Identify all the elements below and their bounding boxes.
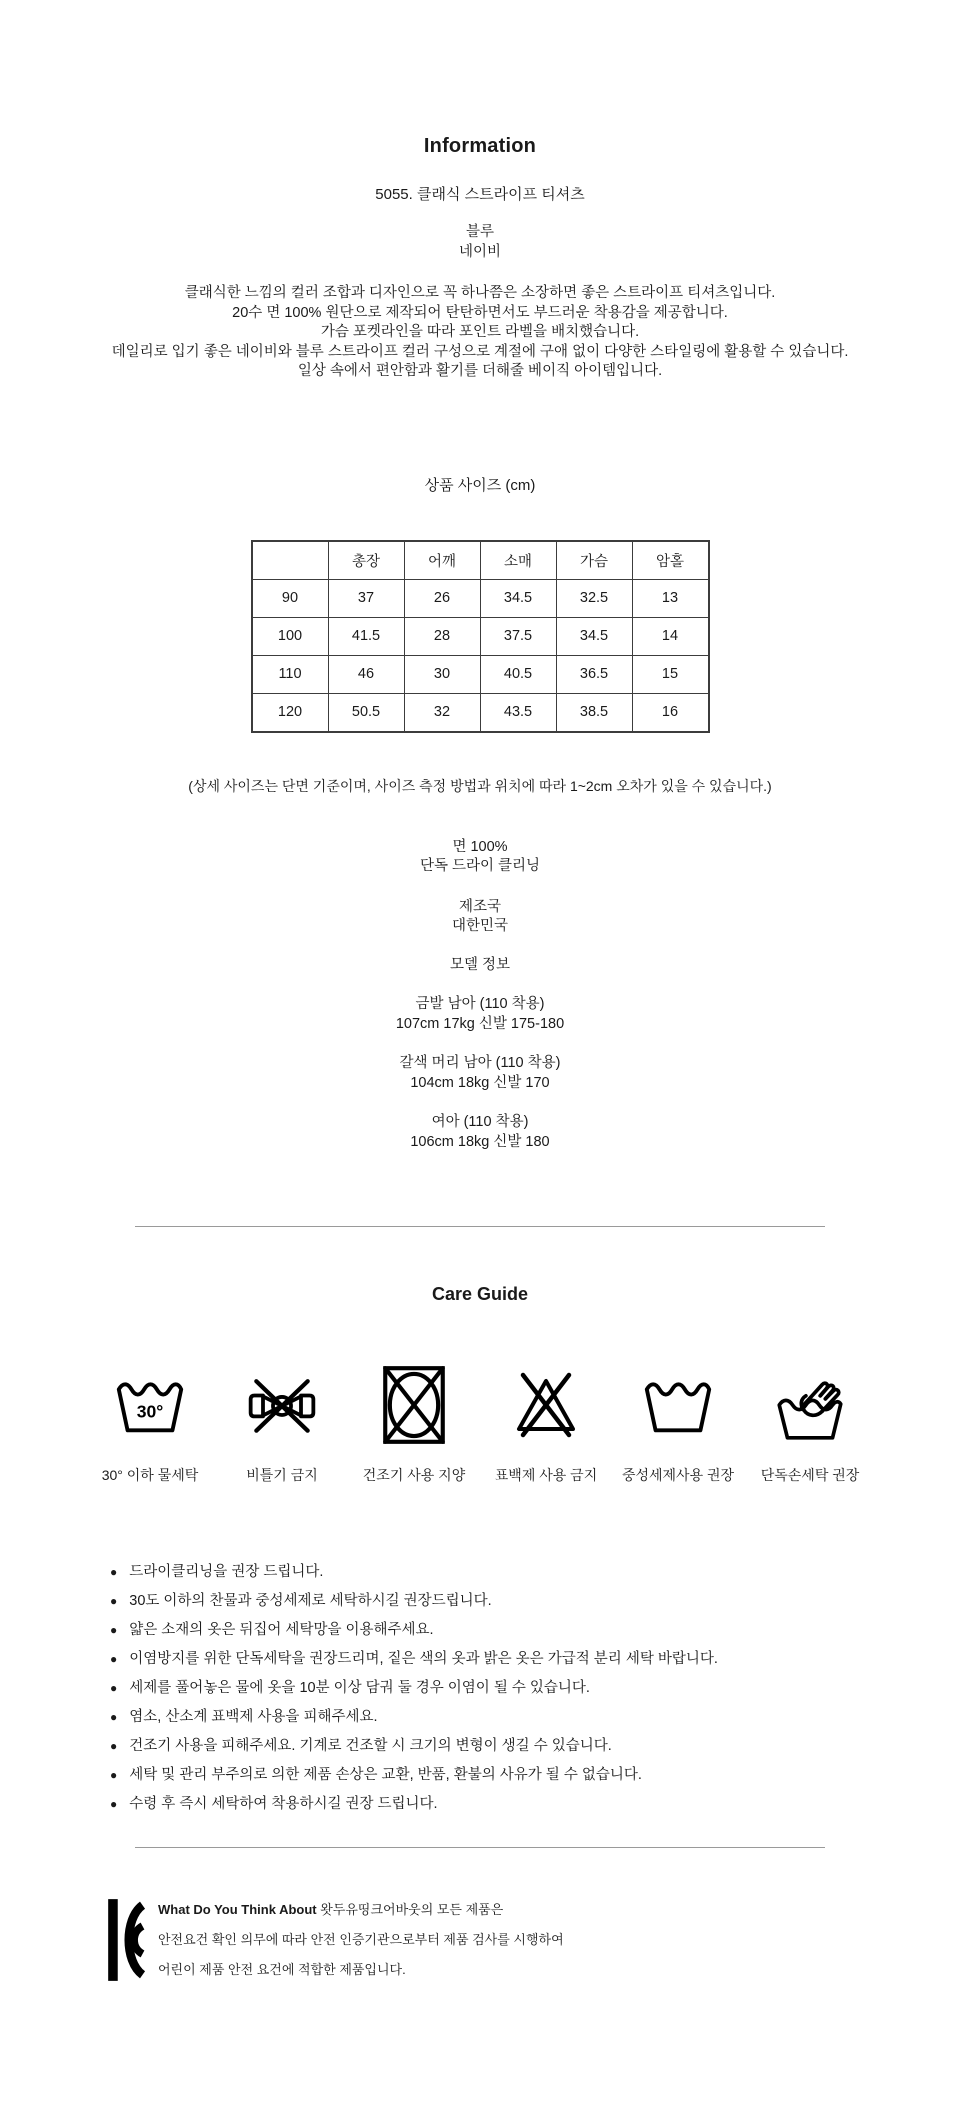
care-note-text: 얇은 소재의 옷은 뒤집어 세탁망을 이용해주세요. xyxy=(129,1622,434,1638)
size-cell: 34.5 xyxy=(556,617,632,655)
kc-line-3: 어린이 제품 안전 요건에 적합한 제품입니다. xyxy=(158,1962,406,1977)
care-note-text: 이염방지를 위한 단독세탁을 권장드리며, 짙은 색의 옷과 밝은 옷은 가급적 분리 세탁 바랍니다. xyxy=(129,1651,718,1667)
size-table-header-row xyxy=(252,541,709,580)
care-item-no-bleach xyxy=(483,1358,609,1484)
product-description xyxy=(0,284,960,382)
size-cell: 90 xyxy=(252,579,329,617)
care-label: 비틀기 금지 xyxy=(246,1467,318,1483)
size-cell: 120 xyxy=(252,693,329,732)
care-note xyxy=(110,1707,850,1727)
bullet-icon: ● xyxy=(110,1768,118,1782)
model-name: 여아 (110 착용) xyxy=(431,1114,529,1130)
care-note xyxy=(110,1765,850,1785)
size-cell: 32.5 xyxy=(556,579,632,617)
size-cell: 43.5 xyxy=(480,693,556,732)
size-cell: 50.5 xyxy=(328,693,404,732)
size-cell: 13 xyxy=(632,579,709,617)
care-note-text: 드라이클리닝을 권장 드립니다. xyxy=(129,1564,324,1580)
model-info-heading: 모델 정보 xyxy=(449,956,511,973)
size-cell: 14 xyxy=(632,617,709,655)
care-note xyxy=(110,1562,850,1582)
model-name: 금발 남아 (110 착용) xyxy=(415,996,545,1012)
origin-label: 제조국 xyxy=(458,898,502,915)
size-cell: 36.5 xyxy=(556,655,632,693)
care-note xyxy=(110,1620,850,1640)
size-cell: 26 xyxy=(404,579,480,617)
size-col-chest: 가슴 xyxy=(556,541,632,580)
size-cell: 32 xyxy=(404,693,480,732)
size-cell: 37 xyxy=(328,579,404,617)
fabric-care-note: 단독 드라이 클리닝 xyxy=(419,858,541,874)
care-guide-title: Care Guide xyxy=(431,1284,529,1304)
wash-30-icon xyxy=(111,1358,189,1452)
description-line: 일상 속에서 편안함과 활기를 더해줄 베이직 아이템입니다. xyxy=(297,363,663,379)
size-col-length: 총장 xyxy=(328,541,404,580)
care-note-text: 세제를 풀어놓은 물에 옷을 10분 이상 담궈 둘 경우 이염이 될 수 있습니다. xyxy=(129,1680,590,1696)
size-cell: 38.5 xyxy=(556,693,632,732)
care-note xyxy=(110,1678,850,1698)
section-divider xyxy=(135,1226,825,1227)
size-cell: 110 xyxy=(252,655,329,693)
bullet-icon: ● xyxy=(110,1681,118,1695)
description-line: 클래식한 느낌의 컬러 조합과 디자인으로 꼭 하나쯤은 소장하면 좋은 스트라이프 티셔츠입니다. xyxy=(184,285,776,301)
size-table xyxy=(251,540,710,733)
neutral-detergent-icon xyxy=(639,1358,717,1452)
size-cell: 30 xyxy=(404,655,480,693)
fabric-info xyxy=(0,838,960,877)
bullet-icon: ● xyxy=(110,1739,118,1753)
care-note xyxy=(110,1591,850,1611)
description-line: 가슴 포켓라인을 따라 포인트 라벨을 배치했습니다. xyxy=(320,324,640,340)
care-note-text: 세탁 및 관리 부주의로 의한 제품 손상은 교환, 반품, 환불의 사유가 될 수 없습니다. xyxy=(129,1767,642,1783)
care-note-text: 30도 이하의 찬물과 중성세제로 세탁하시길 권장드립니다. xyxy=(129,1593,492,1609)
care-note xyxy=(110,1649,850,1669)
care-item-no-wring xyxy=(219,1358,345,1484)
size-col-shoulder: 어깨 xyxy=(404,541,480,580)
size-col-armhole: 암홀 xyxy=(632,541,709,580)
kc-line-2: 안전요건 확인 의무에 따라 안전 인증기관으로부터 제품 검사를 시행하여 xyxy=(158,1932,564,1947)
care-note xyxy=(110,1794,850,1814)
hand-wash-icon xyxy=(769,1358,851,1452)
size-cell: 41.5 xyxy=(328,617,404,655)
color-options xyxy=(0,223,960,262)
size-table-row xyxy=(252,579,709,617)
care-notes-list xyxy=(110,1562,850,1814)
description-line: 20수 면 100% 원단으로 제작되어 탄탄하면서도 부드러운 착용감을 제공합니다. xyxy=(232,304,728,321)
care-note-text: 염소, 산소계 표백제 사용을 피해주세요. xyxy=(129,1709,378,1725)
size-cell: 40.5 xyxy=(480,655,556,693)
care-note xyxy=(110,1736,850,1756)
model-name: 갈색 머리 남아 (110 착용) xyxy=(399,1055,561,1071)
description-line: 데일리로 입기 좋은 네이비와 블루 스트라이프 컬러 구성으로 계절에 구애 없이 다양한 스타일링에 활용할 수 있습니다. xyxy=(111,343,849,360)
care-label: 중성세제사용 권장 xyxy=(621,1467,735,1483)
section-divider xyxy=(135,1847,825,1848)
size-table-row xyxy=(252,693,709,732)
size-cell: 34.5 xyxy=(480,579,556,617)
size-cell: 28 xyxy=(404,617,480,655)
svg-text:30°: 30° xyxy=(136,1401,164,1422)
size-table-row xyxy=(252,617,709,655)
model-spec: 107cm 17kg 신발 175-180 xyxy=(395,1015,565,1032)
size-col-blank xyxy=(252,541,329,580)
model-spec: 104cm 18kg 신발 170 xyxy=(410,1074,550,1091)
care-label: 건조기 사용 지양 xyxy=(362,1467,466,1483)
care-label: 단독손세탁 권장 xyxy=(760,1467,860,1483)
care-label: 표백제 사용 금지 xyxy=(494,1467,598,1483)
no-tumble-dry-icon xyxy=(368,1358,460,1452)
care-note-text: 건조기 사용을 피해주세요. 기계로 건조할 시 크기의 변형이 생길 수 있습니다. xyxy=(129,1738,612,1754)
bullet-icon: ● xyxy=(110,1710,118,1724)
kc-mark-icon xyxy=(106,1896,146,1984)
page-title: Information xyxy=(423,135,537,157)
size-table-row xyxy=(252,655,709,693)
care-item-hand-wash xyxy=(747,1358,873,1484)
size-disclaimer: (상세 사이즈는 단면 기준이며, 사이즈 측정 방법과 위치에 따라 1~2cm 오차가 있을 수 있습니다.) xyxy=(188,777,772,794)
size-cell: 100 xyxy=(252,617,329,655)
kc-line-1 xyxy=(158,1895,564,1925)
kc-statement xyxy=(158,1895,564,1985)
size-cell: 15 xyxy=(632,655,709,693)
no-bleach-icon xyxy=(506,1358,586,1452)
model-entry xyxy=(0,995,960,1034)
no-wring-icon xyxy=(244,1358,320,1452)
care-item-neutral-detergent xyxy=(615,1358,741,1484)
care-icons-row xyxy=(0,1358,960,1484)
size-cell: 46 xyxy=(328,655,404,693)
origin-value: 대한민국 xyxy=(451,918,509,934)
origin-info xyxy=(0,898,960,937)
model-entry xyxy=(0,1054,960,1093)
size-cell: 16 xyxy=(632,693,709,732)
size-section-heading: 상품 사이즈 (cm) xyxy=(424,476,536,494)
bullet-icon: ● xyxy=(110,1623,118,1637)
color-option: 네이비 xyxy=(458,243,502,260)
product-name: 5055. 클래식 스트라이프 티셔츠 xyxy=(375,186,585,203)
bullet-icon: ● xyxy=(110,1652,118,1666)
fabric-composition: 면 100% xyxy=(452,838,508,855)
size-cell: 37.5 xyxy=(480,617,556,655)
model-spec: 106cm 18kg 신발 180 xyxy=(410,1133,550,1150)
care-note-text: 수령 후 즉시 세탁하여 착용하시길 권장 드립니다. xyxy=(129,1796,438,1812)
kc-brand-en: What Do You Think About xyxy=(158,1902,317,1917)
color-option: 블루 xyxy=(465,224,494,240)
bullet-icon: ● xyxy=(110,1594,118,1608)
model-entry xyxy=(0,1113,960,1152)
care-label: 30° 이하 물세탁 xyxy=(101,1467,199,1483)
kc-line-1-ko: 왓두유띵크어바웃의 모든 제품은 xyxy=(316,1902,504,1917)
bullet-icon: ● xyxy=(110,1797,118,1811)
size-col-sleeve: 소매 xyxy=(480,541,556,580)
bullet-icon: ● xyxy=(110,1565,118,1579)
kc-certification xyxy=(106,1895,960,1985)
care-item-no-tumble-dry xyxy=(351,1358,477,1484)
care-item-wash-30 xyxy=(87,1358,213,1484)
